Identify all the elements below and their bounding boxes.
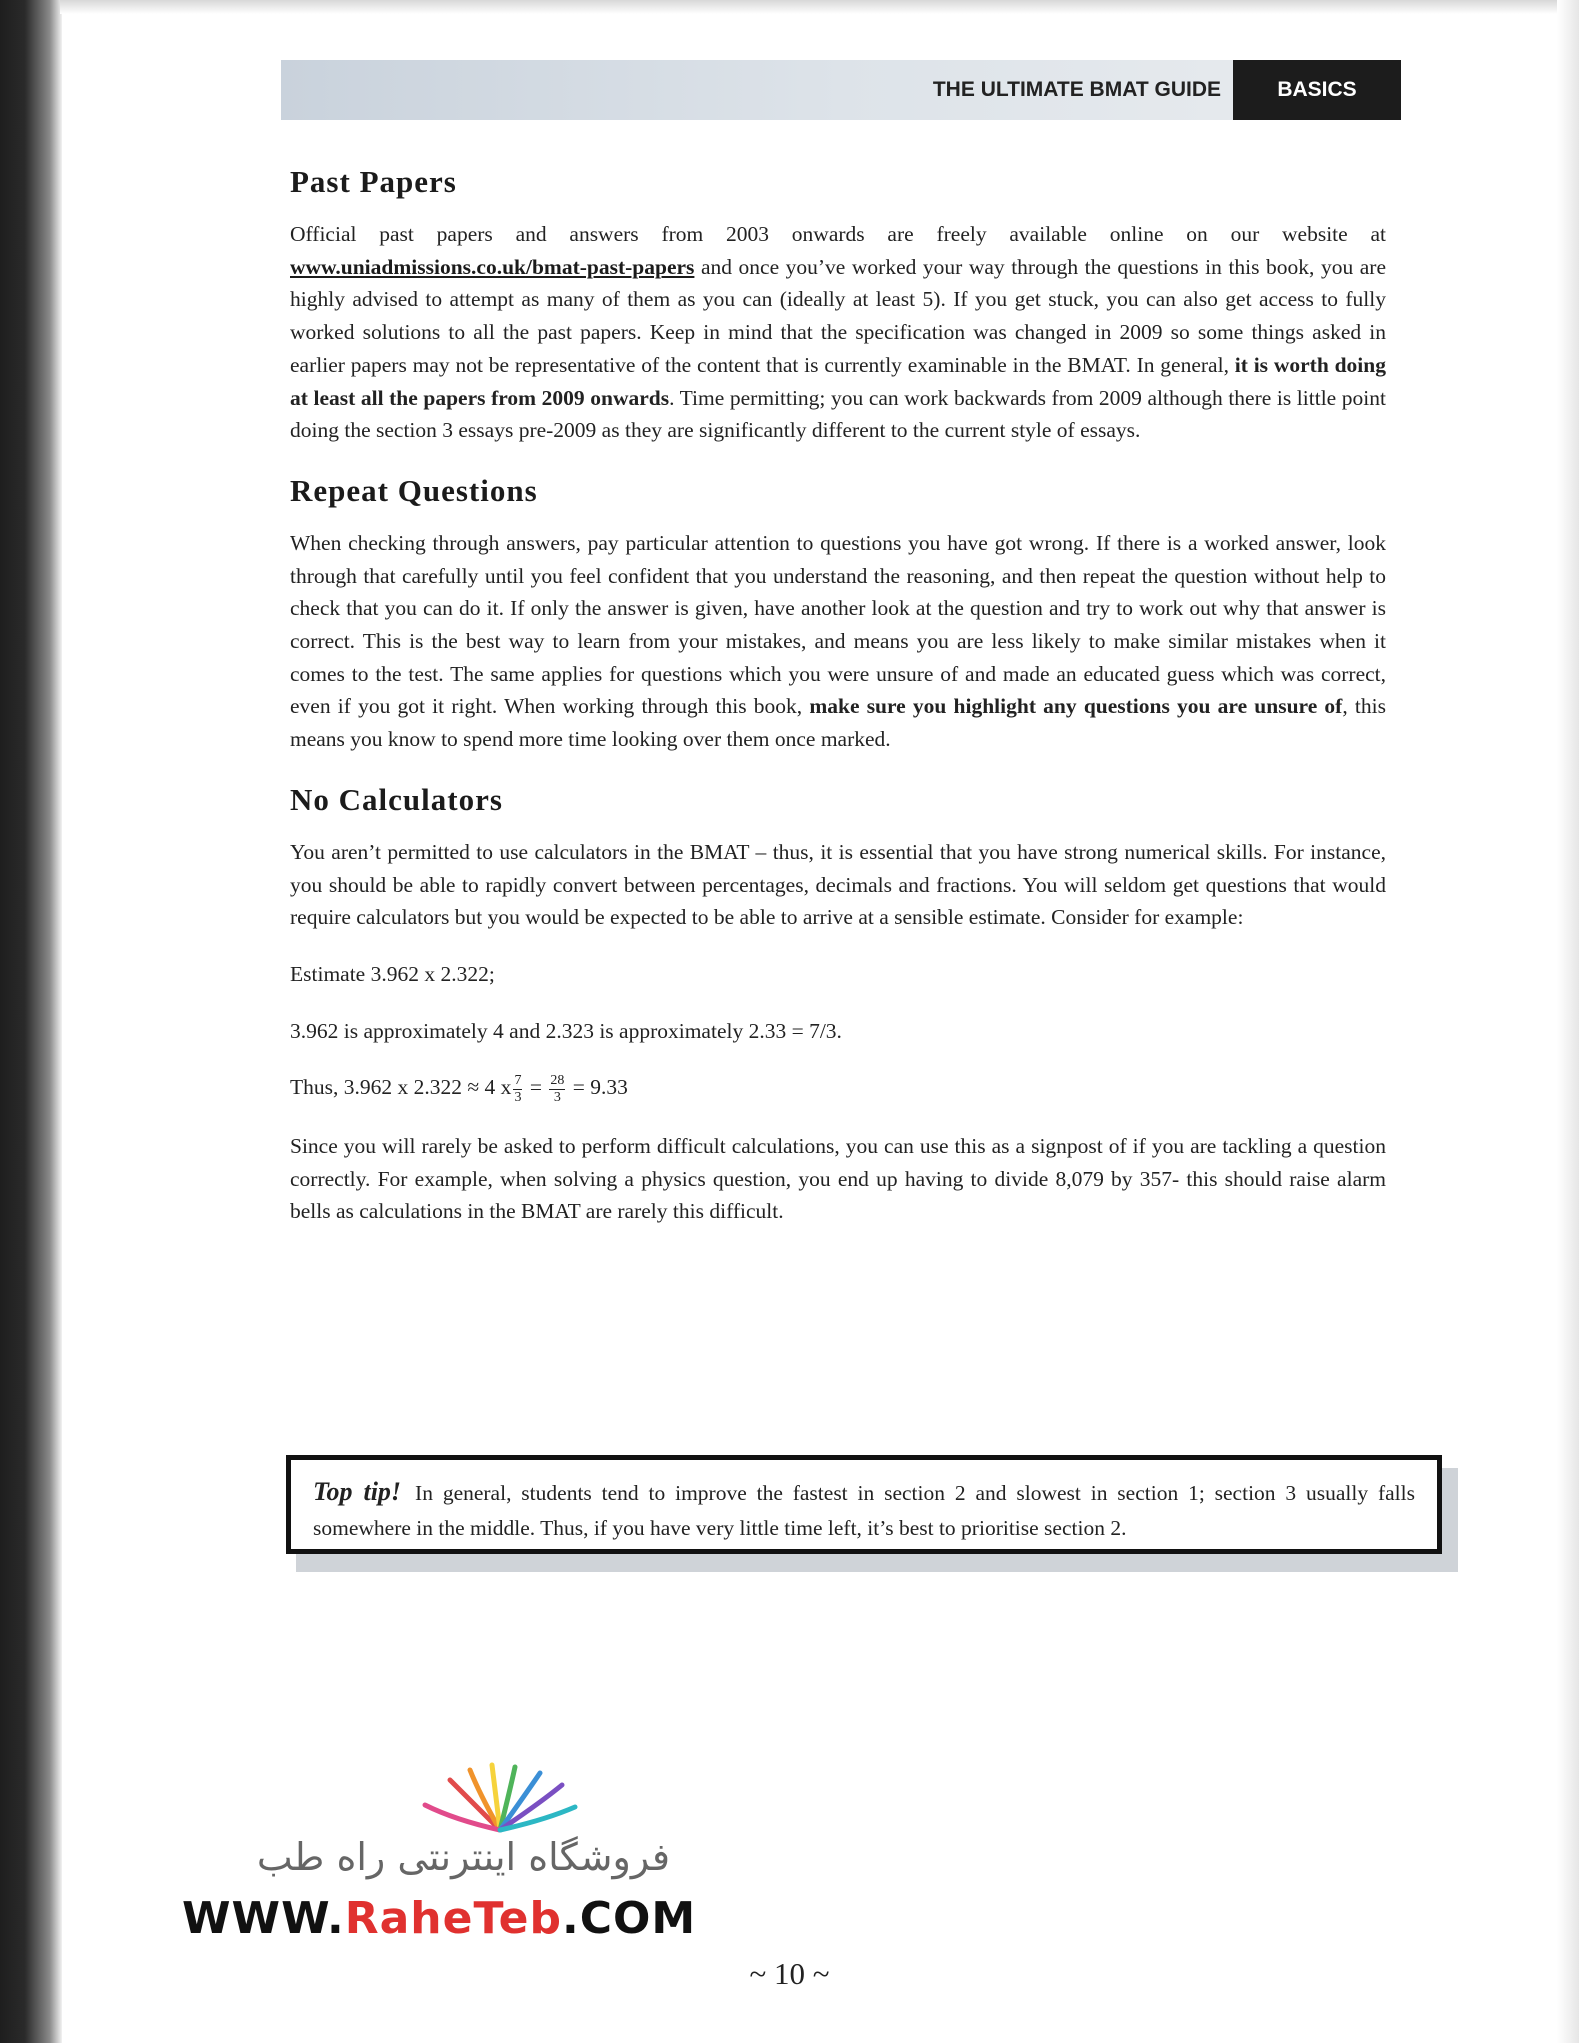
denominator: 3 (553, 1089, 561, 1105)
text: Official past papers and answers from 2003 onwards are freely available online on our website at (290, 222, 1386, 246)
text: Thus, 3.962 x 2.322 ≈ 4 x (290, 1075, 512, 1100)
example-line: 3.962 is approximately 4 and 2.323 is approximately 2.33 = 7/3. (290, 1018, 842, 1043)
section-heading: No Calculators (290, 781, 503, 817)
section-no-calculators (290, 782, 1386, 1228)
watermark-url (182, 1893, 696, 1944)
fraction (549, 1073, 565, 1106)
text: = (524, 1075, 548, 1100)
section-repeat-questions (290, 473, 1386, 756)
section-paragraph (290, 218, 1386, 447)
text: RaheTeb (344, 1893, 562, 1944)
scan-top-edge (60, 0, 1579, 14)
page-content (290, 164, 1386, 1254)
emphasis-text: it is worth doing at least all the papers from 2009 onwards (290, 352, 1386, 410)
running-header (281, 60, 1401, 120)
fraction (513, 1073, 522, 1106)
numerator: 28 (550, 1072, 565, 1088)
text: .COM (561, 1893, 697, 1944)
text: In general, students tend to improve the fastest in section 2 and slowest in section 1; section 3 usually falls somewhere in the middle. Thus, if you have very little time left, it’s best to prioritise section 2. (313, 1481, 1415, 1540)
page-number: ~ 10 ~ (749, 1956, 830, 1991)
top-tip-box (286, 1455, 1442, 1554)
text: , this means you know to spend more time looking over them once marked. (290, 694, 1386, 752)
book-rainbow-icon (170, 1745, 670, 1845)
section-past-papers (290, 164, 1386, 447)
watermark-persian-text: فروشگاه اینترنتی راه طب (256, 1835, 670, 1879)
watermark-logo (170, 1745, 697, 1945)
section-heading: Repeat Questions (290, 472, 538, 508)
text: WWW. (182, 1893, 345, 1944)
text: = 9.33 (567, 1075, 628, 1100)
tip-label: Top tip! (313, 1477, 402, 1506)
text: . Time permitting; you can work backwards from 2009 although there is little point doing the section 3 essays pre-2009 as they are significantly different to the current style of essays. (290, 385, 1386, 443)
scan-right-edge (1557, 0, 1579, 2043)
emphasis-text: make sure you highlight any questions you are unsure of (809, 694, 1343, 719)
book-title: THE ULTIMATE BMAT GUIDE (932, 78, 1221, 101)
scan-binding-edge (0, 0, 62, 2043)
past-papers-link[interactable]: www.uniadmissions.co.uk/bmat-past-papers (290, 254, 695, 279)
section-paragraph: Since you will rarely be asked to perform difficult calculations, you can use this as a signpost of if you are tackling a question correctly. For example, when solving a physics question, you end up having to divide 8,079 by 357- this should raise alarm bells as calculations in the BMAT are rarely this difficult. (290, 1133, 1386, 1224)
denominator: 3 (514, 1089, 522, 1105)
section-paragraph: You aren’t permitted to use calculators in the BMAT – thus, it is essential that you have strong numerical skills. For instance, you should be able to rapidly convert between percentages, decimals and fractions. You will seldom get questions that would require calculators but you would be expected to be able to arrive at a sensible estimate. Consider for example: (290, 839, 1386, 930)
tip-text (313, 1474, 1415, 1546)
chapter-tab: BASICS (1233, 60, 1401, 120)
section-heading: Past Papers (290, 164, 457, 199)
example-line: Estimate 3.962 x 2.322; (290, 961, 495, 986)
numerator: 7 (514, 1072, 522, 1088)
section-paragraph (290, 527, 1386, 756)
text: and once you’ve worked your way through the questions in this book, you are highly advised to attempt as many of them as you can (ideally at least 5). If you get stuck, you can also get access to fully worked solutions to all the past papers. Keep in mind that the specification was changed in 2009 so some things asked in earlier papers may not be representative of the content that is currently examinable in the BMAT. In general, (290, 254, 1386, 377)
text: When checking through answers, pay particular attention to questions you have got wrong. If there is a worked answer, look through that carefully until you feel confident that you understand the reasoning, and then repeat the question without help to check that you can do it. If only the answer is given, have another look at the question and try to work out why that answer is correct. This is the best way to learn from your mistakes, and means you are less likely to make similar mistakes when it comes to the test. The same applies for questions which you were unsure of and made an educated guess which was correct, even if you got it right. When working through this book, (290, 530, 1386, 719)
estimate-equation (290, 1071, 1386, 1106)
